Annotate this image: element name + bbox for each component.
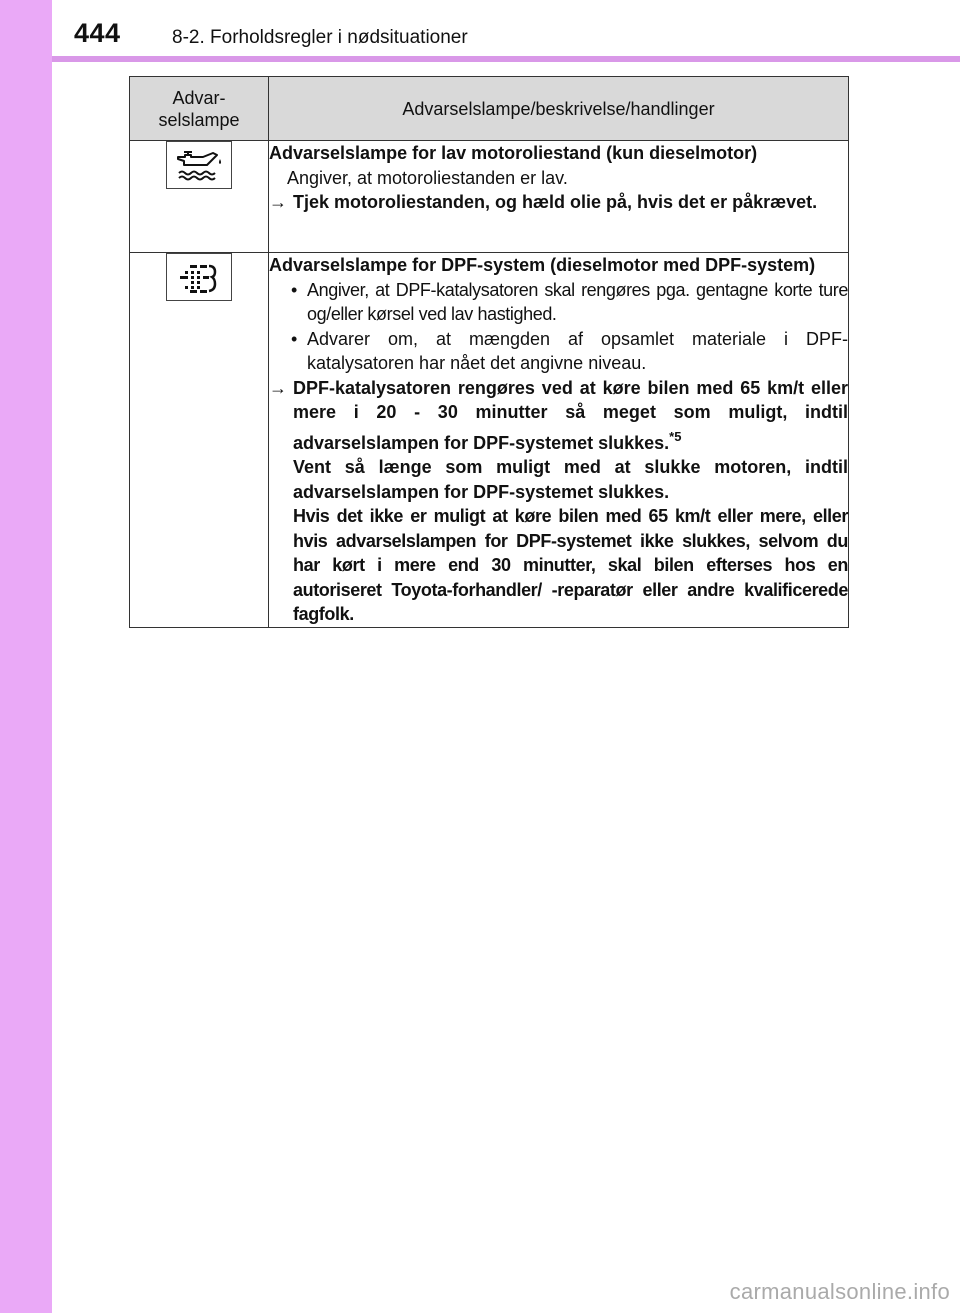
- row-description: Angiver, at motoroliestanden er lav.: [287, 167, 568, 188]
- page-header: [52, 0, 960, 64]
- table-row: [130, 253, 849, 628]
- header-rule: [52, 56, 960, 62]
- bullet-item: [269, 327, 848, 376]
- watermark: carmanualsonline.info: [729, 1279, 950, 1304]
- table-header-row: [130, 77, 849, 141]
- action-text-2: Vent så længe som muligt med at slukke motoren, indtil advarselslampen for DPF-systemet slukkes.: [293, 457, 848, 502]
- side-color-strip: [0, 0, 52, 1313]
- arrow-icon: →: [269, 192, 287, 212]
- action-text-3: Hvis det ikke er muligt at køre bilen med 65 km/t eller mere, eller hvis advarselslampen for DPF-systemet ikke slukkes, selvom du har kørt i mere end 30 minutter, skal bilen efterses hos en autoriseret Toyota-forhandler/ -reparatør eller andre kvalificerede fagfolk.: [293, 506, 848, 624]
- row-title: Advarselslampe for lav motoroliestand (kun dieselmotor): [269, 143, 758, 163]
- table-row: [130, 141, 849, 253]
- section-title: 8-2. Forholdsregler i nødsituationer: [172, 27, 468, 48]
- description-cell: [269, 141, 849, 253]
- footnote-marker: *5: [669, 428, 682, 444]
- column-header-lamp: [130, 77, 269, 141]
- oil-level-icon: [166, 141, 232, 189]
- warning-lamp-table: [129, 76, 849, 628]
- column-header-lamp-line1: Advar-: [172, 87, 226, 108]
- arrow-icon: →: [269, 377, 287, 398]
- description-cell: [269, 253, 849, 628]
- page-number: 444: [74, 18, 121, 48]
- bullet-text: Advarer om, at mængden af opsamlet materiale i DPF-katalysatoren har nået det angivne niveau.: [307, 328, 848, 373]
- icon-cell: [130, 141, 269, 253]
- column-header-description: Advarselslampe/beskrivelse/handlinger: [269, 77, 849, 141]
- action-text: Tjek motoroliestanden, og hæld olie på, hvis det er påkrævet.: [293, 192, 818, 212]
- bullet-icon: •: [291, 279, 297, 300]
- action-item: [269, 190, 848, 215]
- bullet-item: [269, 278, 848, 327]
- row-title: Advarselslampe for DPF-system (dieselmotor med DPF-system): [269, 255, 816, 275]
- dpf-system-icon: [166, 253, 232, 301]
- bullet-text: Angiver, at DPF-katalysatoren skal rengøres pga. gentagne korte ture og/eller kørsel ved lav hastighed.: [307, 279, 848, 324]
- column-header-lamp-line2: selslampe: [158, 109, 240, 130]
- icon-cell: [130, 253, 269, 628]
- action-item: [269, 376, 848, 627]
- bullet-icon: •: [291, 328, 298, 349]
- action-text: DPF-katalysatoren rengøres ved at køre bilen med 65 km/t eller mere i 20 - 30 minutter så meget som muligt, indtil advarselslampen for DPF-systemet slukkes.: [293, 377, 848, 453]
